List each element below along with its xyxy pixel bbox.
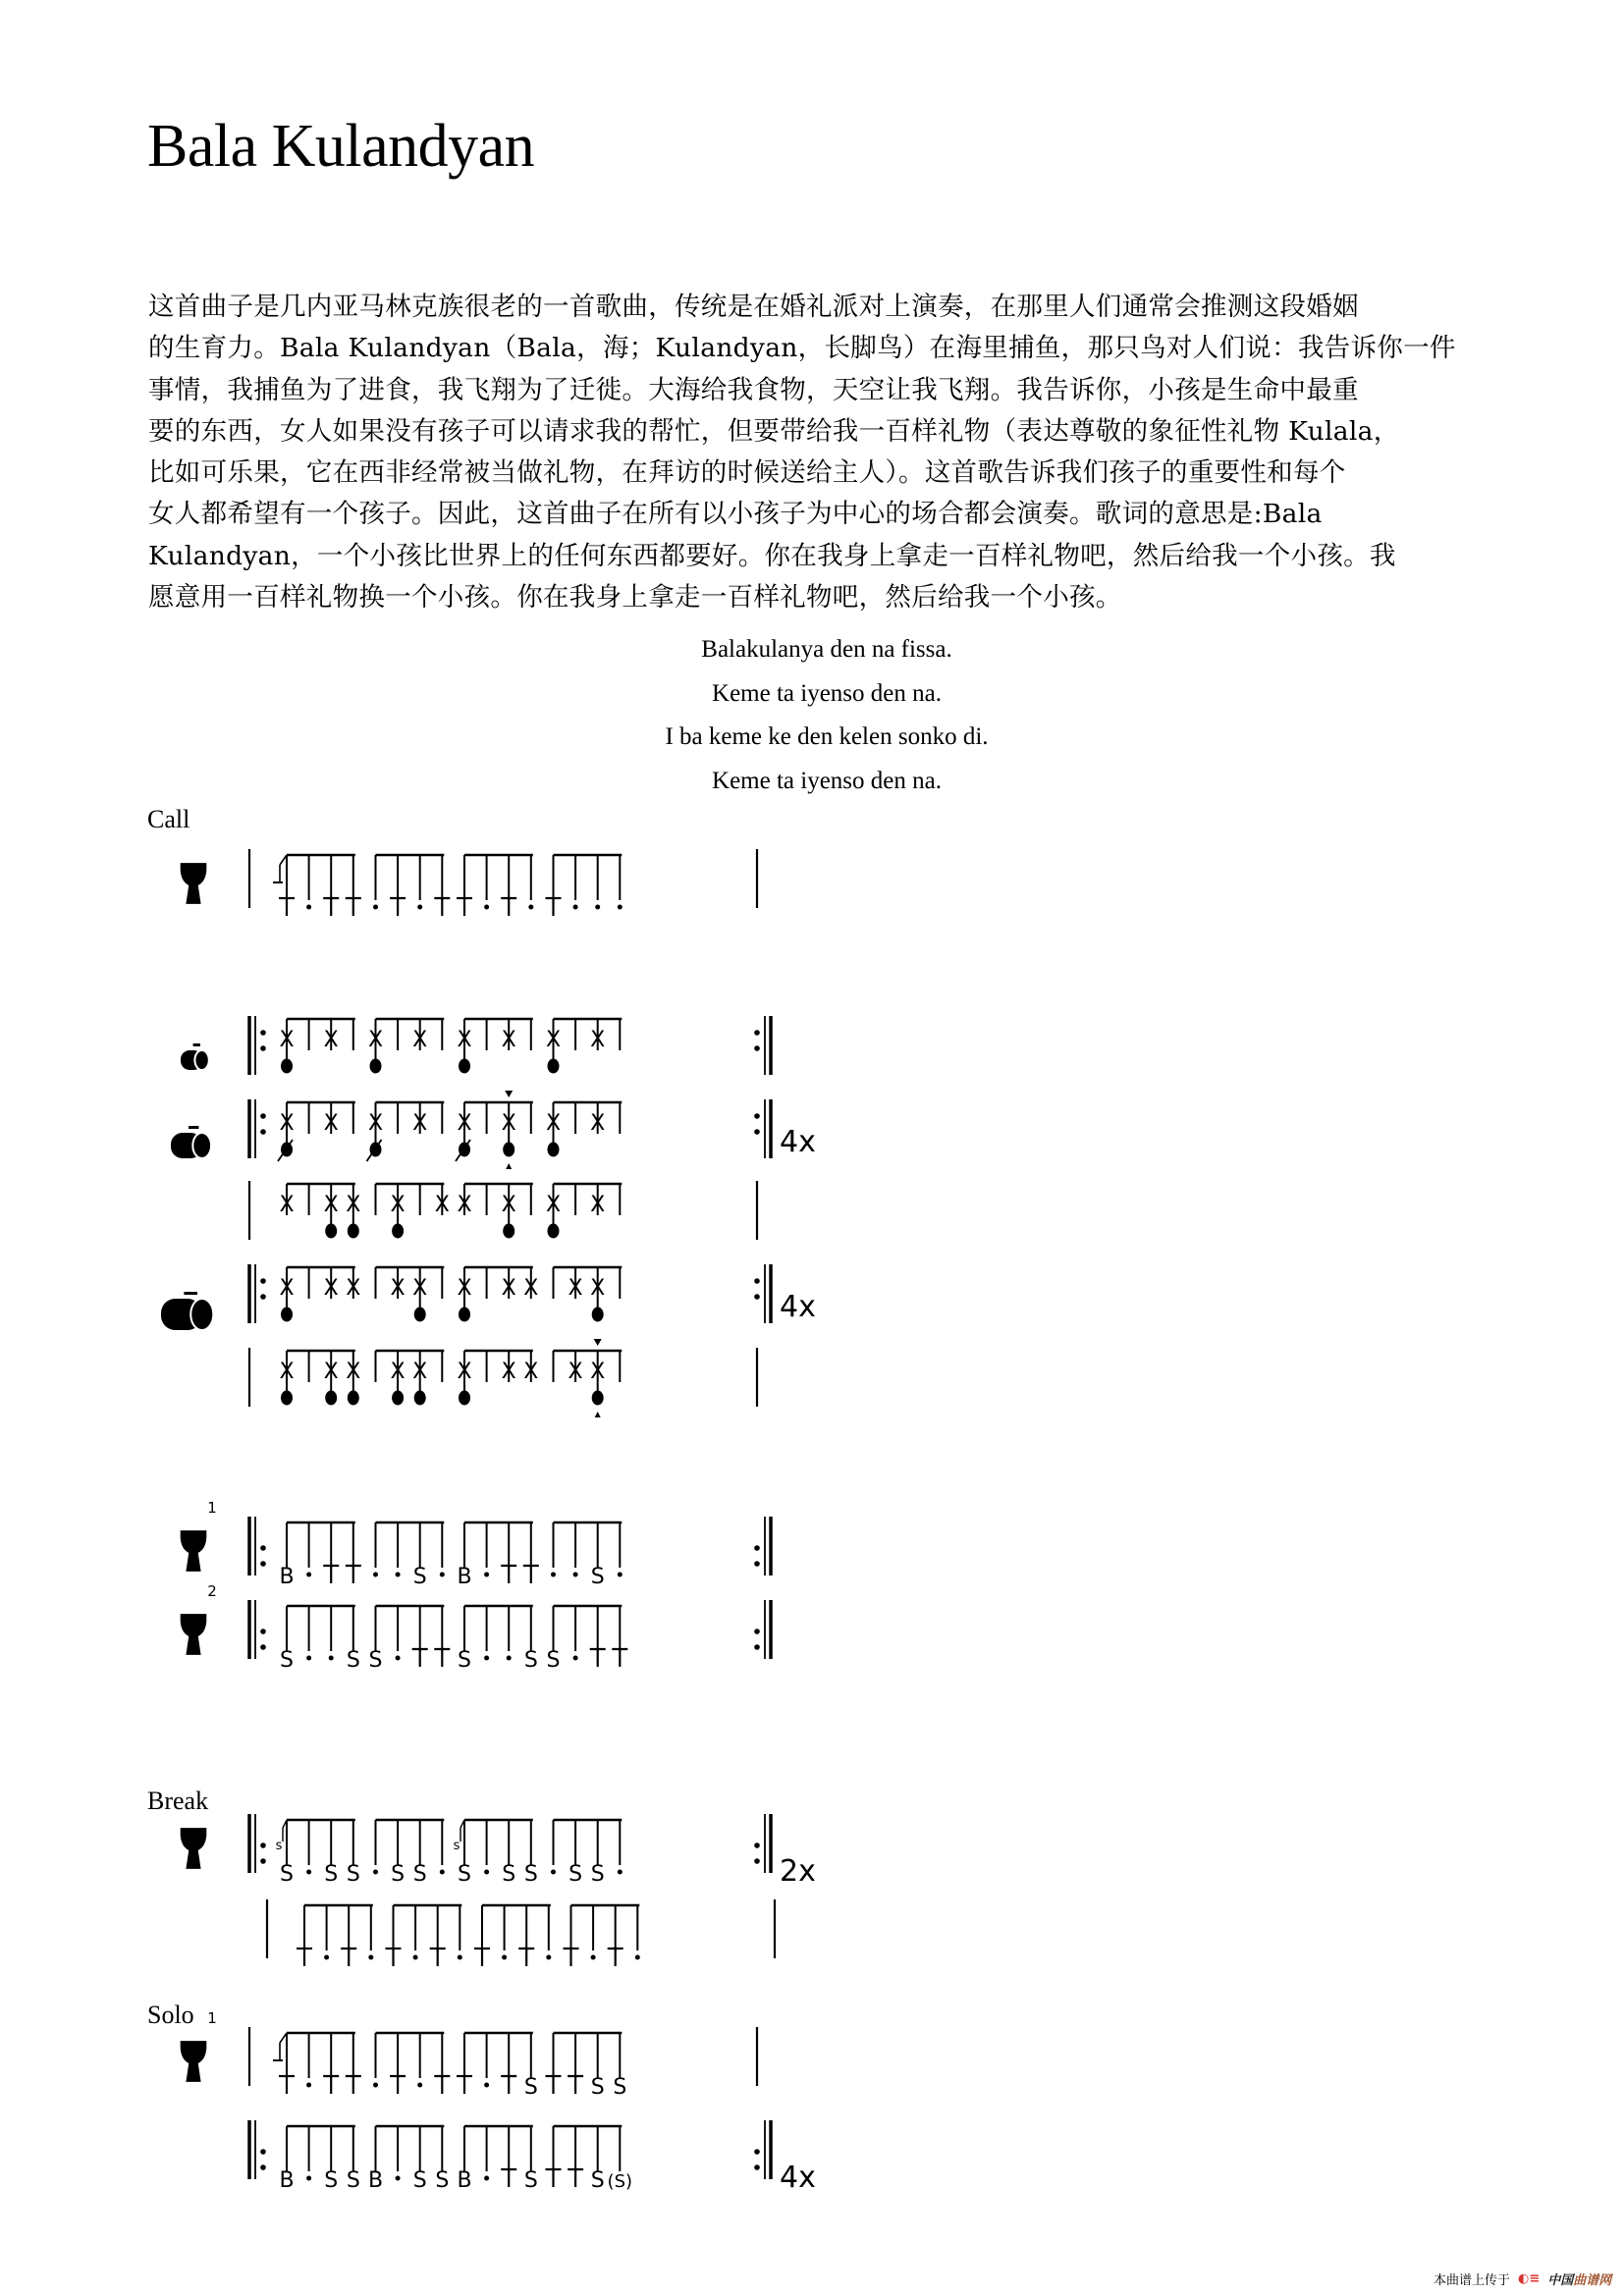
staff-break-1 — [181, 1814, 816, 1889]
svg-text:1: 1 — [207, 1499, 217, 1517]
paragraph-line: 的生育力。Bala Kulandyan（Bala，海；Kulandyan，长脚鸟）在海里捕鱼，那只鸟对人们说：我告诉你一件 — [148, 333, 1456, 364]
svg-text:S: S — [613, 2075, 627, 2100]
svg-text:X: X — [323, 1276, 339, 1301]
kenkeni-icon — [181, 1043, 209, 1070]
svg-text:S: S — [523, 2075, 538, 2100]
staff-call-djembe — [181, 849, 757, 916]
svg-text:S: S — [324, 2168, 339, 2193]
svg-text:S: S — [523, 1648, 538, 1673]
svg-text:B: B — [367, 2168, 384, 2193]
staff-djembe-1 — [181, 1499, 771, 1589]
svg-text:X: X — [590, 1111, 606, 1136]
svg-text:X: X — [367, 1111, 384, 1136]
svg-text:X: X — [279, 1111, 295, 1136]
svg-text:X: X — [323, 1111, 339, 1136]
lyric-line: I ba keme ke den kelen sonko di. — [665, 723, 989, 750]
staff-sangban — [171, 1091, 816, 1169]
svg-text:X: X — [545, 1028, 562, 1052]
svg-text:X: X — [412, 1028, 428, 1052]
svg-text:s: s — [453, 1839, 460, 1853]
page-title: Bala Kulandyan — [147, 113, 535, 180]
svg-text:X: X — [501, 1276, 516, 1301]
brand-name-a: 中国 — [1547, 2273, 1574, 2288]
svg-text:B: B — [457, 2168, 472, 2193]
svg-text:S: S — [346, 1862, 360, 1887]
paragraph-line: 要的东西，女人如果没有孩子可以请求我的帮忙，但要带给我一百样礼物（表达尊敬的象征性礼物 Kulala， — [148, 415, 1400, 447]
svg-text:X: X — [501, 1111, 516, 1136]
svg-text:s: s — [275, 1839, 283, 1853]
svg-text:X: X — [390, 1360, 406, 1384]
paragraph-line: Kulandyan，一个小孩比世界上的任何东西都要好。你在我身上拿走一百样礼物吧，然后给我一个小孩。我 — [148, 540, 1396, 571]
brand-logo-icon: ◐≡ — [1518, 2271, 1541, 2286]
svg-text:X: X — [323, 1028, 339, 1052]
svg-text:X: X — [590, 1360, 606, 1384]
svg-text:X: X — [323, 1193, 339, 1217]
svg-text:S: S — [346, 1648, 360, 1673]
svg-text:X: X — [457, 1111, 472, 1136]
staff-dundunba-2 — [249, 1339, 757, 1417]
svg-text:X: X — [346, 1360, 361, 1384]
svg-text:X: X — [568, 1360, 583, 1384]
svg-text:X: X — [457, 1028, 472, 1052]
svg-text:X: X — [434, 1193, 450, 1217]
svg-text:X: X — [590, 1193, 606, 1217]
footer-text: 本曲谱上传于 — [1434, 2273, 1511, 2288]
svg-text:2: 2 — [207, 1582, 217, 1600]
section-label-solo: Solo — [147, 2001, 194, 2029]
svg-text:S: S — [590, 2168, 605, 2193]
svg-text:X: X — [523, 1360, 539, 1384]
svg-text:S: S — [546, 1648, 561, 1673]
svg-text:X: X — [523, 1276, 539, 1301]
djembe-icon — [181, 1582, 217, 1655]
footer-watermark — [1434, 2269, 1611, 2288]
dundunba-icon — [161, 1292, 213, 1330]
svg-text:S: S — [324, 1862, 339, 1887]
svg-text:B: B — [279, 2168, 295, 2193]
svg-text:S: S — [458, 1648, 471, 1673]
svg-text:X: X — [412, 1360, 428, 1384]
svg-text:X: X — [279, 1360, 295, 1384]
sangban-icon — [171, 1126, 211, 1158]
svg-text:X: X — [457, 1193, 472, 1217]
staff-solo-1 — [181, 2009, 757, 2100]
lyric-line: Keme ta iyenso den na. — [712, 767, 942, 794]
paragraph-line: 比如可乐果，它在西非经常被当做礼物，在拜访的时候送给主人）。这首歌告诉我们孩子的重要性和每个 — [148, 457, 1346, 489]
svg-text:S: S — [435, 2168, 450, 2193]
svg-text:S: S — [346, 2168, 360, 2193]
svg-text:S: S — [590, 1565, 605, 1589]
svg-text:S: S — [391, 1862, 406, 1887]
svg-text:S: S — [502, 1862, 516, 1887]
staff-kenkeni — [181, 1016, 771, 1075]
svg-text:S: S — [412, 2168, 427, 2193]
repeat-count: 2x — [780, 1854, 816, 1889]
djembe-icon — [181, 1499, 217, 1572]
djembe-icon — [181, 1828, 207, 1869]
svg-text:X: X — [367, 1028, 384, 1052]
svg-text:X: X — [501, 1360, 516, 1384]
svg-text:X: X — [590, 1028, 606, 1052]
paragraph-line: 女人都希望有一个孩子。因此，这首曲子在所有以小孩子为中心的场合都会演奏。歌词的意思是:Bala — [148, 499, 1323, 530]
djembe-icon — [181, 863, 207, 904]
svg-text:(S): (S) — [607, 2171, 633, 2192]
staff-solo-2 — [249, 2120, 816, 2195]
djembe-icon — [181, 2009, 217, 2082]
svg-text:X: X — [568, 1276, 583, 1301]
paragraph-line: 愿意用一百样礼物换一个小孩。你在我身上拿走一百样礼物吧，然后给我一个小孩。 — [148, 582, 1122, 614]
paragraph-line: 事情，我捕鱼为了进食，我飞翔为了迁徙。大海给我食物，天空让我飞翔。我告诉你，小孩是生命中最重 — [148, 374, 1359, 405]
svg-text:S: S — [280, 1862, 294, 1887]
svg-text:S: S — [523, 1862, 538, 1887]
staff-dundunba — [161, 1264, 816, 1330]
svg-text:X: X — [545, 1111, 562, 1136]
repeat-count: 4x — [780, 1125, 816, 1159]
svg-text:S: S — [280, 1648, 294, 1673]
svg-text:S: S — [590, 1862, 605, 1887]
lyric-line: Balakulanya den na fissa. — [701, 636, 952, 663]
brand-name-b: 曲谱网 — [1573, 2273, 1612, 2288]
svg-text:B: B — [457, 1565, 472, 1589]
repeat-count: 4x — [780, 2161, 816, 2195]
svg-text:X: X — [279, 1193, 295, 1217]
svg-text:S: S — [458, 1862, 471, 1887]
svg-text:X: X — [501, 1028, 516, 1052]
svg-text:X: X — [501, 1193, 516, 1217]
svg-text:X: X — [412, 1276, 428, 1301]
paragraph-line: 这首曲子是几内亚马林克族很老的一首歌曲，传统是在婚礼派对上演奏，在那里人们通常会推测这段婚姻 — [148, 292, 1359, 322]
repeat-count: 4x — [780, 1290, 816, 1324]
svg-text:X: X — [279, 1028, 295, 1052]
svg-text:S: S — [590, 2075, 605, 2100]
staff-djembe-2 — [181, 1582, 771, 1673]
svg-text:X: X — [390, 1193, 406, 1217]
svg-text:B: B — [279, 1565, 295, 1589]
lyric-line: Keme ta iyenso den na. — [712, 679, 942, 707]
svg-text:S: S — [412, 1565, 427, 1589]
svg-text:S: S — [368, 1648, 383, 1673]
svg-text:X: X — [545, 1193, 562, 1217]
svg-text:S: S — [412, 1862, 427, 1887]
svg-text:X: X — [346, 1276, 361, 1301]
staff-sangban-2 — [249, 1181, 757, 1240]
svg-text:S: S — [523, 2168, 538, 2193]
section-label-call: Call — [147, 805, 190, 833]
svg-text:X: X — [346, 1193, 361, 1217]
svg-text:X: X — [457, 1276, 472, 1301]
svg-text:X: X — [279, 1276, 295, 1301]
staff-break-2 — [267, 1899, 775, 1966]
svg-text:X: X — [412, 1111, 428, 1136]
svg-text:1: 1 — [207, 2009, 217, 2027]
svg-text:X: X — [323, 1360, 339, 1384]
svg-text:X: X — [590, 1276, 606, 1301]
svg-text:X: X — [457, 1360, 472, 1384]
section-label-break: Break — [147, 1787, 209, 1815]
svg-text:X: X — [390, 1276, 406, 1301]
svg-text:S: S — [568, 1862, 583, 1887]
